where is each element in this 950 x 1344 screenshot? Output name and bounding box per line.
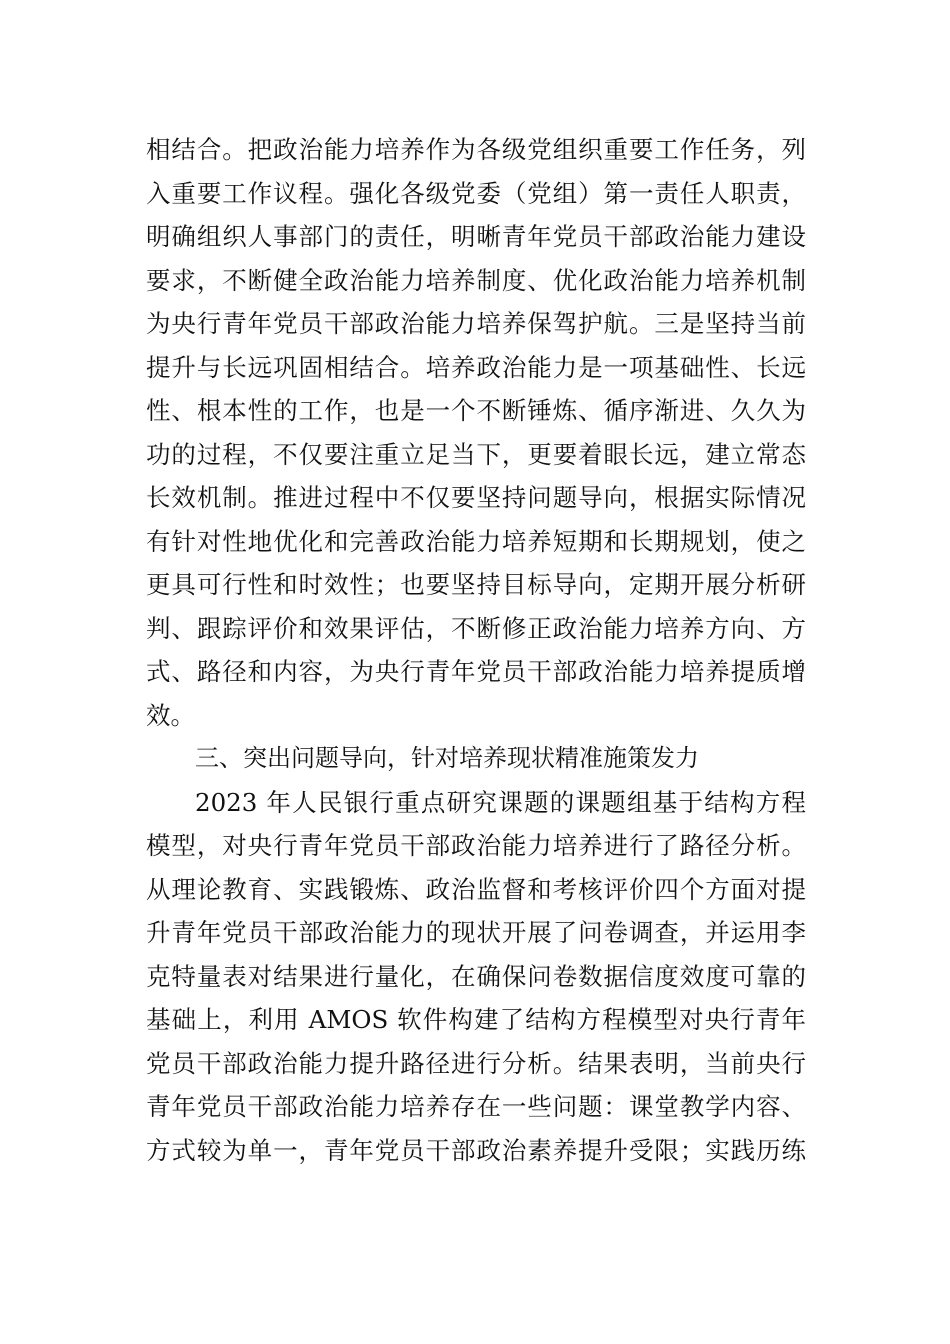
section-heading: 三、突出问题导向，针对培养现状精准施策发力 — [195, 744, 699, 772]
text-line: 提升与长远巩固相结合。培养政治能力是一项基础性、长远 — [146, 352, 806, 382]
text-line: 性、根本性的工作，也是一个不断锤炼、循序渐进、久久为 — [146, 396, 806, 425]
text-line: 长效机制。推进过程中不仅要坚持问题导向，根据实际情况 — [146, 483, 806, 512]
text-line: 入重要工作议程。强化各级党委（党组）第一责任人职责， — [146, 178, 806, 208]
text-line: 式、路径和内容，为央行青年党员干部政治能力培养提质增 — [146, 657, 806, 686]
text-line: 模型，对央行青年党员干部政治能力培养进行了路径分析。 — [146, 831, 806, 860]
text-line: 效。 — [146, 700, 195, 730]
text-line: 青年党员干部政治能力培养存在一些问题：课堂教学内容、 — [146, 1092, 806, 1121]
paragraph-first-line: 2023 年人民银行重点研究课题的课题组基于结构方程 — [195, 787, 806, 817]
text-line: 基础上，利用 AMOS 软件构建了结构方程模型对央行青年 — [146, 1005, 806, 1034]
text-line: 为央行青年党员干部政治能力培养保驾护航。三是坚持当前 — [146, 309, 806, 338]
text-line: 要求，不断健全政治能力培养制度、优化政治能力培养机制 — [146, 265, 806, 295]
text-line: 方式较为单一，青年党员干部政治素养提升受限；实践历练 — [146, 1135, 806, 1165]
text-line: 有针对性地优化和完善政治能力培养短期和长期规划，使之 — [146, 526, 806, 556]
text-line: 升青年党员干部政治能力的现状开展了问卷调查，并运用李 — [146, 918, 806, 947]
text-line: 功的过程，不仅要注重立足当下，更要着眼长远，建立常态 — [146, 439, 806, 469]
text-line: 从理论教育、实践锻炼、政治监督和考核评价四个方面对提 — [146, 874, 806, 904]
text-line: 明确组织人事部门的责任，明晰青年党员干部政治能力建设 — [146, 222, 806, 251]
text-line: 党员干部政治能力提升路径进行分析。结果表明，当前央行 — [146, 1048, 806, 1078]
document-body — [146, 128, 806, 1172]
text-line: 克特量表对结果进行量化，在确保问卷数据信度效度可靠的 — [146, 961, 806, 991]
text-line: 判、跟踪评价和效果评估，不断修正政治能力培养方向、方 — [146, 613, 806, 643]
text-line: 相结合。把政治能力培养作为各级党组织重要工作任务，列 — [146, 135, 806, 164]
text-line: 更具可行性和时效性；也要坚持目标导向，定期开展分析研 — [146, 570, 806, 599]
